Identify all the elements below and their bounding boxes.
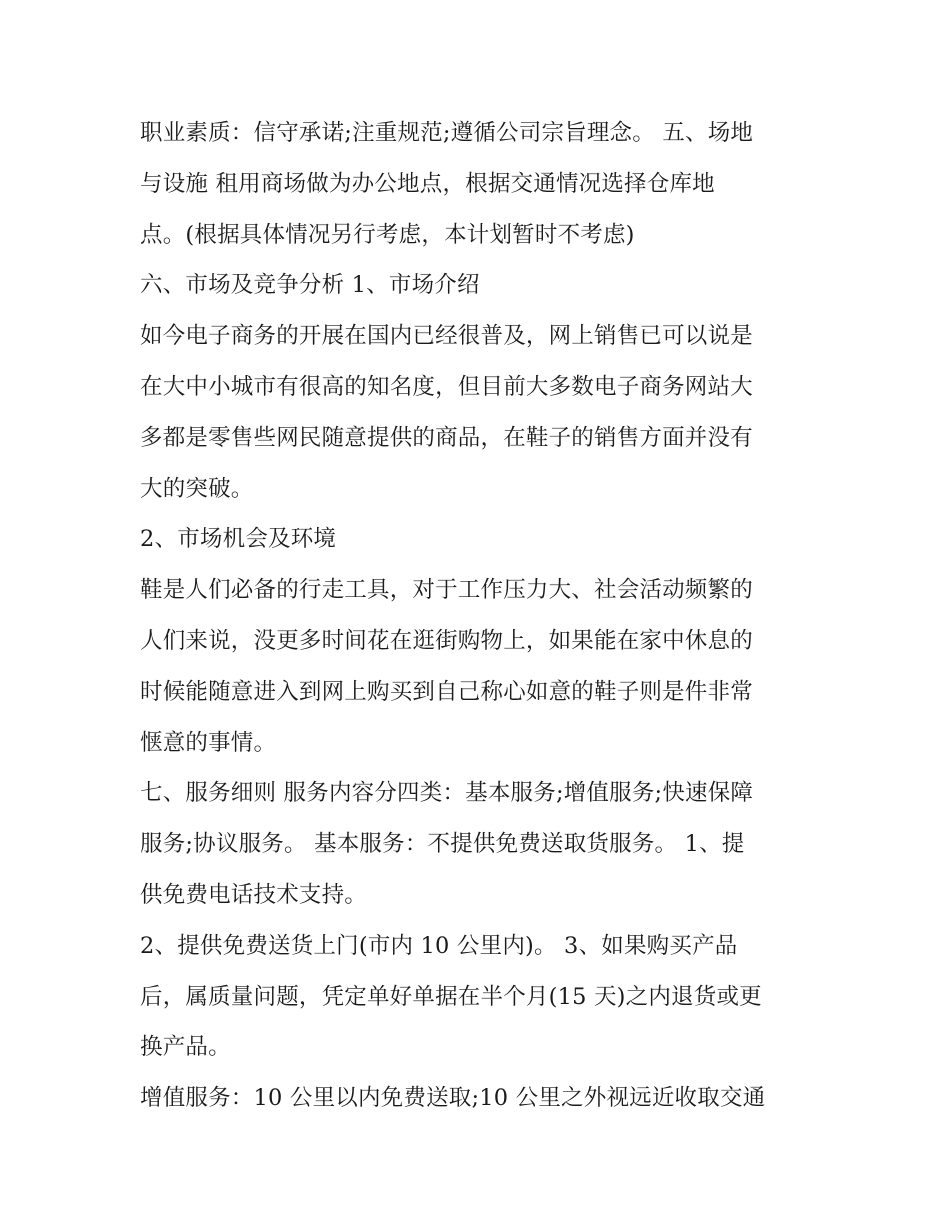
text-line: 2、提供免费送货上门(市内 10 公里内)。 3、如果购买产品 <box>140 932 738 959</box>
text-line: 惬意的事情。 <box>140 729 277 756</box>
text-line: 人们来说，没更多时间花在逛街购物上，如果能在家中休息的 <box>140 627 753 654</box>
section-heading: 六、市场及竞争分析 1、市场介绍 <box>140 272 480 299</box>
text-line: 大的突破。 <box>140 475 254 502</box>
text-line: 后，属质量问题，凭定单好单据在半个月(15 天)之内退货或更 <box>140 983 762 1010</box>
text-line: 增值服务：10 公里以内免费送取;10 公里之外视远近收取交通 <box>140 1085 766 1112</box>
document-body <box>140 108 820 1124</box>
text-line: 时候能随意进入到网上购买到自己称心如意的鞋子则是件非常 <box>140 678 753 705</box>
text-line: 多都是零售些网民随意提供的商品，在鞋子的销售方面并没有 <box>140 424 753 451</box>
text-line: 鞋是人们必备的行走工具，对于工作压力大、社会活动频繁的 <box>140 577 753 604</box>
text-line: 与设施 租用商场做为办公地点，根据交通情况选择仓库地 <box>140 170 715 197</box>
text-line: 七、服务细则 服务内容分四类：基本服务;增值服务;快速保障 <box>140 780 754 807</box>
section-heading: 2、市场机会及环境 <box>140 526 337 553</box>
text-line: 供免费电话技术支持。 <box>140 881 368 908</box>
text-line: 换产品。 <box>140 1034 231 1061</box>
text-line: 如今电子商务的开展在国内已经很普及，网上销售已可以说是 <box>140 323 753 350</box>
text-line: 在大中小城市有很高的知名度，但目前大多数电子商务网站大 <box>140 373 753 400</box>
text-line: 职业素质：信守承诺;注重规范;遵循公司宗旨理念。 五、场地 <box>140 120 754 146</box>
text-line: 点。(根据具体情况另行考虑，本计划暂时不考虑) <box>140 221 635 248</box>
text-line: 服务;协议服务。 基本服务：不提供免费送取货服务。 1、提 <box>140 831 745 858</box>
